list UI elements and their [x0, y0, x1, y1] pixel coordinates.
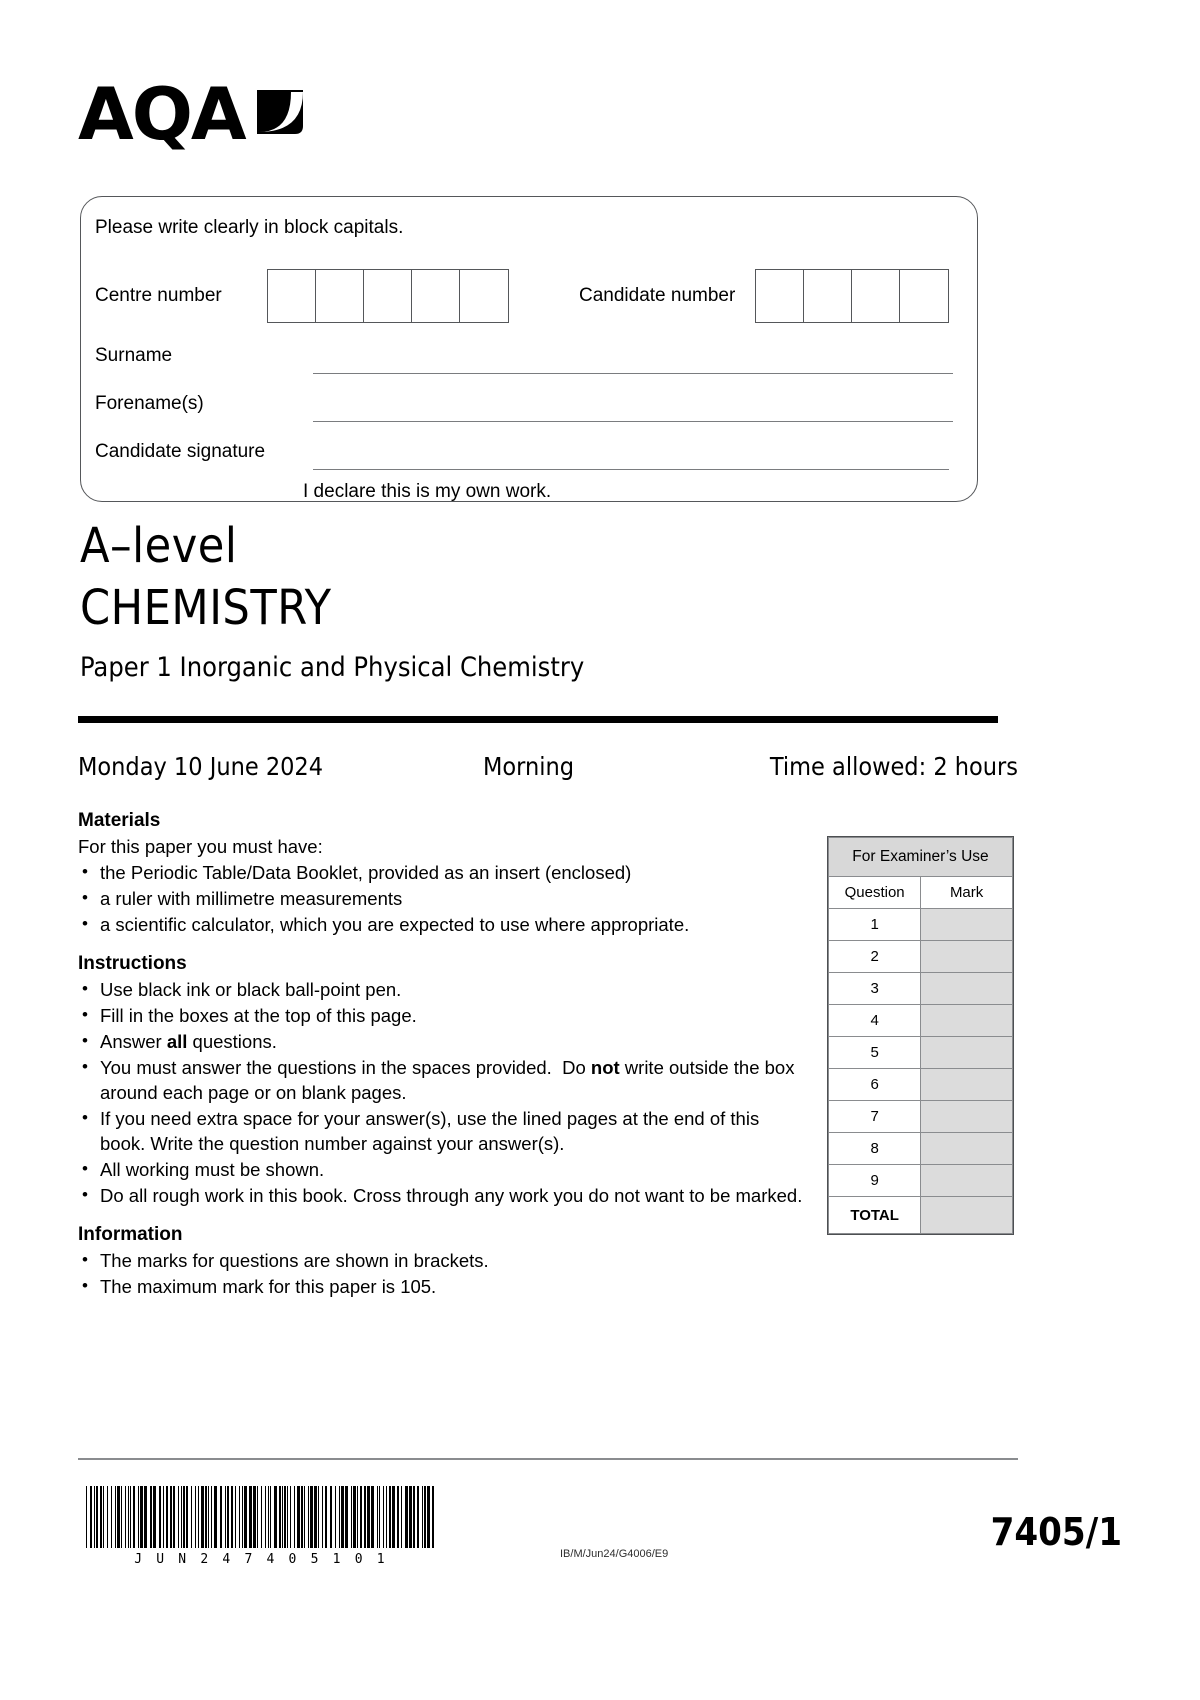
list-item: • the Periodic Table/Data Booklet, provided as an insert (enclosed)	[78, 860, 808, 885]
cover-instructions	[78, 808, 808, 1300]
list-item: • All working must be shown.	[78, 1157, 808, 1182]
forename-row	[95, 393, 965, 441]
list-item: • a scientific calculator, which you are expected to use where appropriate.	[78, 912, 808, 937]
forename-input[interactable]	[313, 421, 953, 422]
centre-number-input[interactable]	[267, 269, 509, 323]
emphasis-all: all	[166, 1031, 188, 1052]
table-row	[829, 941, 1013, 973]
barcode-number: J U N 2 4 7 4 0 5 1 0 1	[134, 1552, 388, 1567]
surname-input[interactable]	[313, 373, 953, 374]
question-number: 3	[829, 973, 921, 1005]
barcode	[86, 1486, 436, 1548]
forename-label: Forename(s)	[95, 393, 204, 414]
information-list	[78, 1248, 808, 1299]
exam-session: Morning	[483, 752, 575, 781]
table-row	[829, 1005, 1013, 1037]
exam-time-allowed: Time allowed: 2 hours	[769, 752, 1018, 781]
surname-row	[95, 345, 965, 393]
table-row	[829, 909, 1013, 941]
instr4-b: write outside the box around each page or on blank pages.	[100, 1057, 795, 1103]
examiner-table-title: For Examiner’s Use	[829, 838, 1013, 877]
candidate-signature-label: Candidate signature	[95, 441, 266, 462]
list-item	[78, 1029, 808, 1054]
table-row	[829, 1069, 1013, 1101]
emphasis-not: not	[590, 1057, 620, 1078]
question-number: 2	[829, 941, 921, 973]
mark-cell[interactable]	[921, 973, 1013, 1005]
exam-info-row	[78, 752, 1018, 784]
number-row	[95, 269, 965, 323]
list-item: • The marks for questions are shown in brackets.	[78, 1248, 808, 1273]
candidate-number-label: Candidate number	[579, 285, 736, 306]
list-item: • If you need extra space for your answer(s), use the lined pages at the end of this book. Write the question number against your answer(s).	[78, 1106, 808, 1156]
materials-intro: For this paper you must have:	[78, 836, 323, 857]
list-item: • The maximum mark for this paper is 105.	[78, 1274, 808, 1299]
candidate-number-cell[interactable]	[804, 270, 852, 322]
question-number: 1	[829, 909, 921, 941]
candidate-number-cell[interactable]	[852, 270, 900, 322]
mark-cell[interactable]	[921, 1005, 1013, 1037]
total-label: TOTAL	[829, 1197, 921, 1234]
table-row	[829, 1133, 1013, 1165]
centre-number-label: Centre number	[95, 285, 222, 306]
declaration-text: I declare this is my own work.	[303, 481, 552, 502]
centre-number-cell[interactable]	[316, 270, 364, 322]
question-number: 6	[829, 1069, 921, 1101]
mark-cell[interactable]	[921, 941, 1013, 973]
examiner-use-table	[827, 836, 1014, 1235]
header-divider	[78, 716, 998, 723]
instructions-list	[78, 977, 808, 1208]
question-number: 5	[829, 1037, 921, 1069]
aqa-logo	[78, 72, 309, 156]
table-row	[829, 1165, 1013, 1197]
candidate-details-box	[80, 196, 978, 502]
candidate-number-cell[interactable]	[756, 270, 804, 322]
total-mark-cell[interactable]	[921, 1197, 1013, 1234]
candidate-number-input[interactable]	[755, 269, 949, 323]
question-number: 7	[829, 1101, 921, 1133]
table-row-total	[829, 1197, 1013, 1234]
qualification-level: A–level	[80, 518, 238, 574]
materials-heading: Materials	[78, 810, 161, 831]
ib-reference-code: IB/M/Jun24/G4006/E9	[560, 1548, 669, 1560]
mark-cell[interactable]	[921, 909, 1013, 941]
mark-cell[interactable]	[921, 1069, 1013, 1101]
exam-date: Monday 10 June 2024	[78, 752, 324, 781]
column-header-mark: Mark	[921, 877, 1013, 909]
mark-cell[interactable]	[921, 1101, 1013, 1133]
question-number: 8	[829, 1133, 921, 1165]
question-number: 4	[829, 1005, 921, 1037]
table-row	[829, 1037, 1013, 1069]
table-row	[829, 973, 1013, 1005]
instr4-a: You must answer the questions in the spaces provided. Do	[100, 1057, 591, 1078]
candidate-number-cell[interactable]	[900, 270, 948, 322]
materials-list	[78, 860, 808, 937]
instructions-heading: Instructions	[78, 953, 187, 974]
centre-number-cell[interactable]	[460, 270, 508, 322]
question-number: 9	[829, 1165, 921, 1197]
answer-all-text-b: questions.	[187, 1031, 277, 1052]
column-header-question: Question	[829, 877, 921, 909]
block-capitals-note: Please write clearly in block capitals.	[95, 217, 404, 238]
surname-label: Surname	[95, 345, 173, 366]
aqa-leaf-icon	[251, 82, 309, 145]
list-item: • Fill in the boxes at the top of this page.	[78, 1003, 808, 1028]
candidate-signature-input[interactable]	[313, 469, 949, 470]
paper-code: 7405/1	[990, 1510, 1122, 1554]
aqa-logo-text: AQA	[78, 72, 245, 156]
centre-number-cell[interactable]	[268, 270, 316, 322]
information-heading: Information	[78, 1224, 183, 1245]
table-row	[829, 1101, 1013, 1133]
list-item: • Do all rough work in this book. Cross through any work you do not want to be marked.	[78, 1183, 808, 1208]
paper-subtitle: Paper 1 Inorganic and Physical Chemistry	[80, 652, 585, 683]
footer-divider	[78, 1458, 1018, 1460]
list-item: • a ruler with millimetre measurements	[78, 886, 808, 911]
subject-title: CHEMISTRY	[80, 580, 332, 636]
centre-number-cell[interactable]	[412, 270, 460, 322]
answer-all-text-a: Answer	[100, 1031, 167, 1052]
list-item	[78, 1055, 808, 1105]
centre-number-cell[interactable]	[364, 270, 412, 322]
list-item: • Use black ink or black ball-point pen.	[78, 977, 808, 1002]
mark-cell[interactable]	[921, 1165, 1013, 1197]
mark-cell[interactable]	[921, 1037, 1013, 1069]
mark-cell[interactable]	[921, 1133, 1013, 1165]
